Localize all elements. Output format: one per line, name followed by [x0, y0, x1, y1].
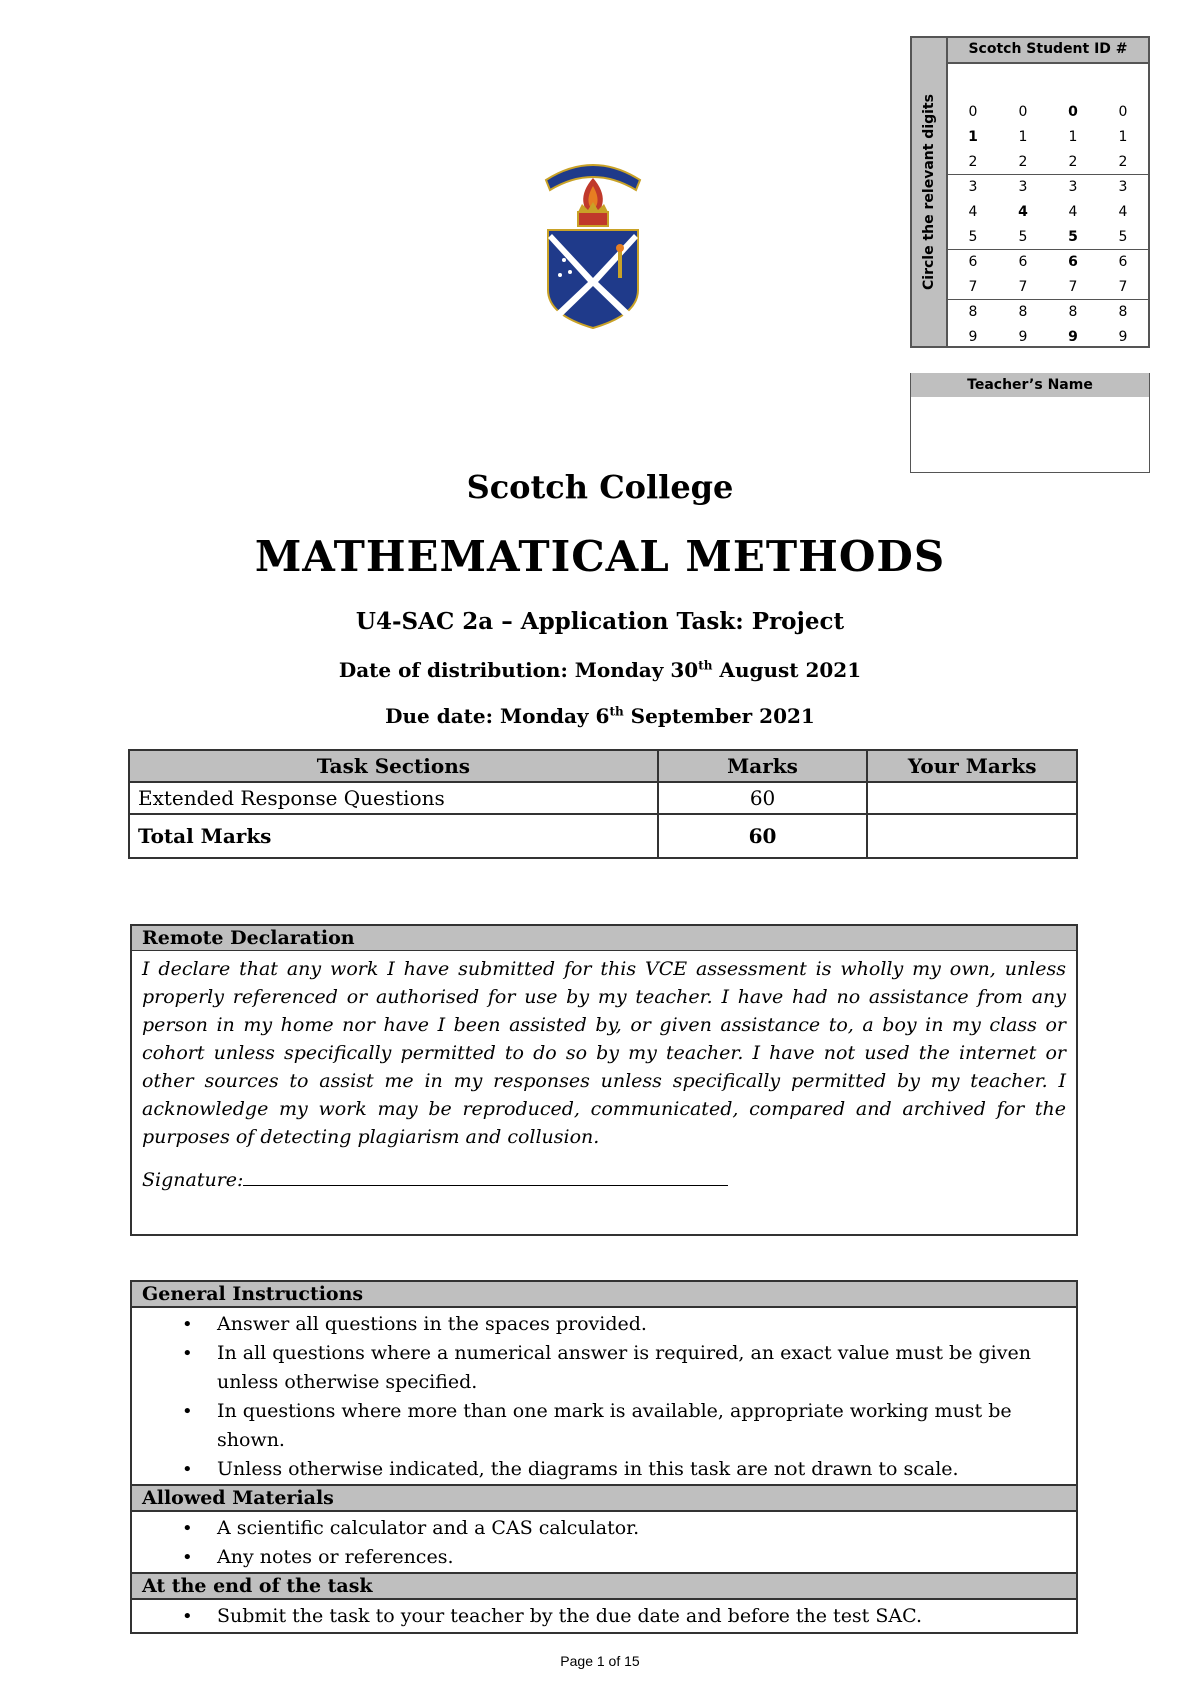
- marks-header-row: [129, 750, 1077, 782]
- signature-label: Signature:: [142, 1169, 244, 1191]
- end-of-task-list: [132, 1600, 1076, 1631]
- list-item: • In all questions where a numerical answer is required, an exact value must be given unless otherwise specified.: [132, 1339, 1076, 1397]
- table-row: [129, 782, 1077, 814]
- school-crest-logo: [538, 150, 648, 330]
- id-side-label: Circle the relevant digits: [912, 38, 948, 346]
- list-item: • Any notes or references.: [132, 1543, 1076, 1572]
- list-item: • Unless otherwise indicated, the diagrams in this task are not drawn to scale.: [132, 1455, 1076, 1484]
- student-id-title: Scotch Student ID #: [948, 38, 1148, 64]
- end-of-task-title: At the end of the task: [132, 1572, 1076, 1600]
- distribution-date: Date of distribution: Monday 30th August 2021: [338, 658, 862, 682]
- id-digit-row[interactable]: 0 0 0 0: [968, 104, 1128, 120]
- id-digit-row[interactable]: 6 6 6 6: [968, 254, 1128, 270]
- declaration-text: I declare that any work I have submitted for this VCE assessment is wholly my own, unless properly referenced or authorised for use by my teacher. I have had no assistance from any person in my home nor have I been assisted by, or given assistance to, a boy in my class or cohort unless specifically permitted to do so by my teacher. I have not used the internet or other sources to assist me in my responses unless specifically permitted by my teacher. I acknowledge my work may be reproduced, communicated, compared and archived for the purposes of detecting plagiarism and collusion.: [142, 958, 1066, 1148]
- id-digit-row[interactable]: 1 1 1 1: [968, 129, 1128, 145]
- page-number: Page 1 of 15: [560, 1653, 640, 1669]
- list-item: • A scientific calculator and a CAS calculator.: [132, 1514, 1076, 1543]
- id-digit-grid[interactable]: [948, 100, 1148, 350]
- instructions-box: [130, 1280, 1078, 1634]
- section-cell: Extended Response Questions: [129, 782, 658, 814]
- list-item: • Submit the task to your teacher by the due date and before the test SAC.: [132, 1602, 1076, 1631]
- id-digit-row[interactable]: 5 5 5 5: [948, 225, 1148, 250]
- general-instructions-title: General Instructions: [132, 1282, 1076, 1308]
- task-title: U4-SAC 2a – Application Task: Project: [355, 608, 845, 635]
- your-marks-cell[interactable]: [867, 782, 1077, 814]
- col-task-sections: Task Sections: [129, 750, 658, 782]
- remote-declaration-title: Remote Declaration: [132, 926, 1076, 951]
- teacher-name-box[interactable]: [910, 373, 1150, 473]
- due-date: Due date: Monday 6th September 2021: [385, 704, 815, 728]
- general-instructions-list: [132, 1308, 1076, 1484]
- id-digit-row[interactable]: 3 3 3 3: [968, 179, 1128, 195]
- signature-line[interactable]: [243, 1185, 728, 1186]
- id-digit-row[interactable]: 4 4 4 4: [968, 204, 1128, 220]
- col-your-marks: Your Marks: [867, 750, 1077, 782]
- marks-cell: 60: [658, 782, 868, 814]
- student-id-box: [910, 36, 1150, 348]
- id-digit-row[interactable]: 9 9 9 9: [968, 329, 1128, 345]
- teacher-name-title: Teacher’s Name: [911, 373, 1149, 397]
- signature-field[interactable]: [132, 1151, 1076, 1191]
- marks-table: [128, 749, 1078, 859]
- id-digit-row[interactable]: 7 7 7 7: [948, 275, 1148, 300]
- total-marks: 60: [658, 814, 868, 858]
- total-row: [129, 814, 1077, 858]
- total-your-marks[interactable]: [867, 814, 1077, 858]
- remote-declaration-box: [130, 924, 1078, 1236]
- list-item: • Answer all questions in the spaces provided.: [132, 1310, 1076, 1339]
- id-digit-row[interactable]: 2 2 2 2: [948, 150, 1148, 175]
- total-label: Total Marks: [129, 814, 658, 858]
- id-digit-row[interactable]: 8 8 8 8: [968, 304, 1128, 320]
- col-marks: Marks: [658, 750, 868, 782]
- list-item: • In questions where more than one mark is available, appropriate working must be shown.: [132, 1397, 1076, 1455]
- allowed-materials-title: Allowed Materials: [132, 1484, 1076, 1512]
- school-name: Scotch College: [466, 468, 734, 506]
- subject-title: MATHEMATICAL METHODS: [254, 532, 946, 581]
- allowed-materials-list: [132, 1512, 1076, 1572]
